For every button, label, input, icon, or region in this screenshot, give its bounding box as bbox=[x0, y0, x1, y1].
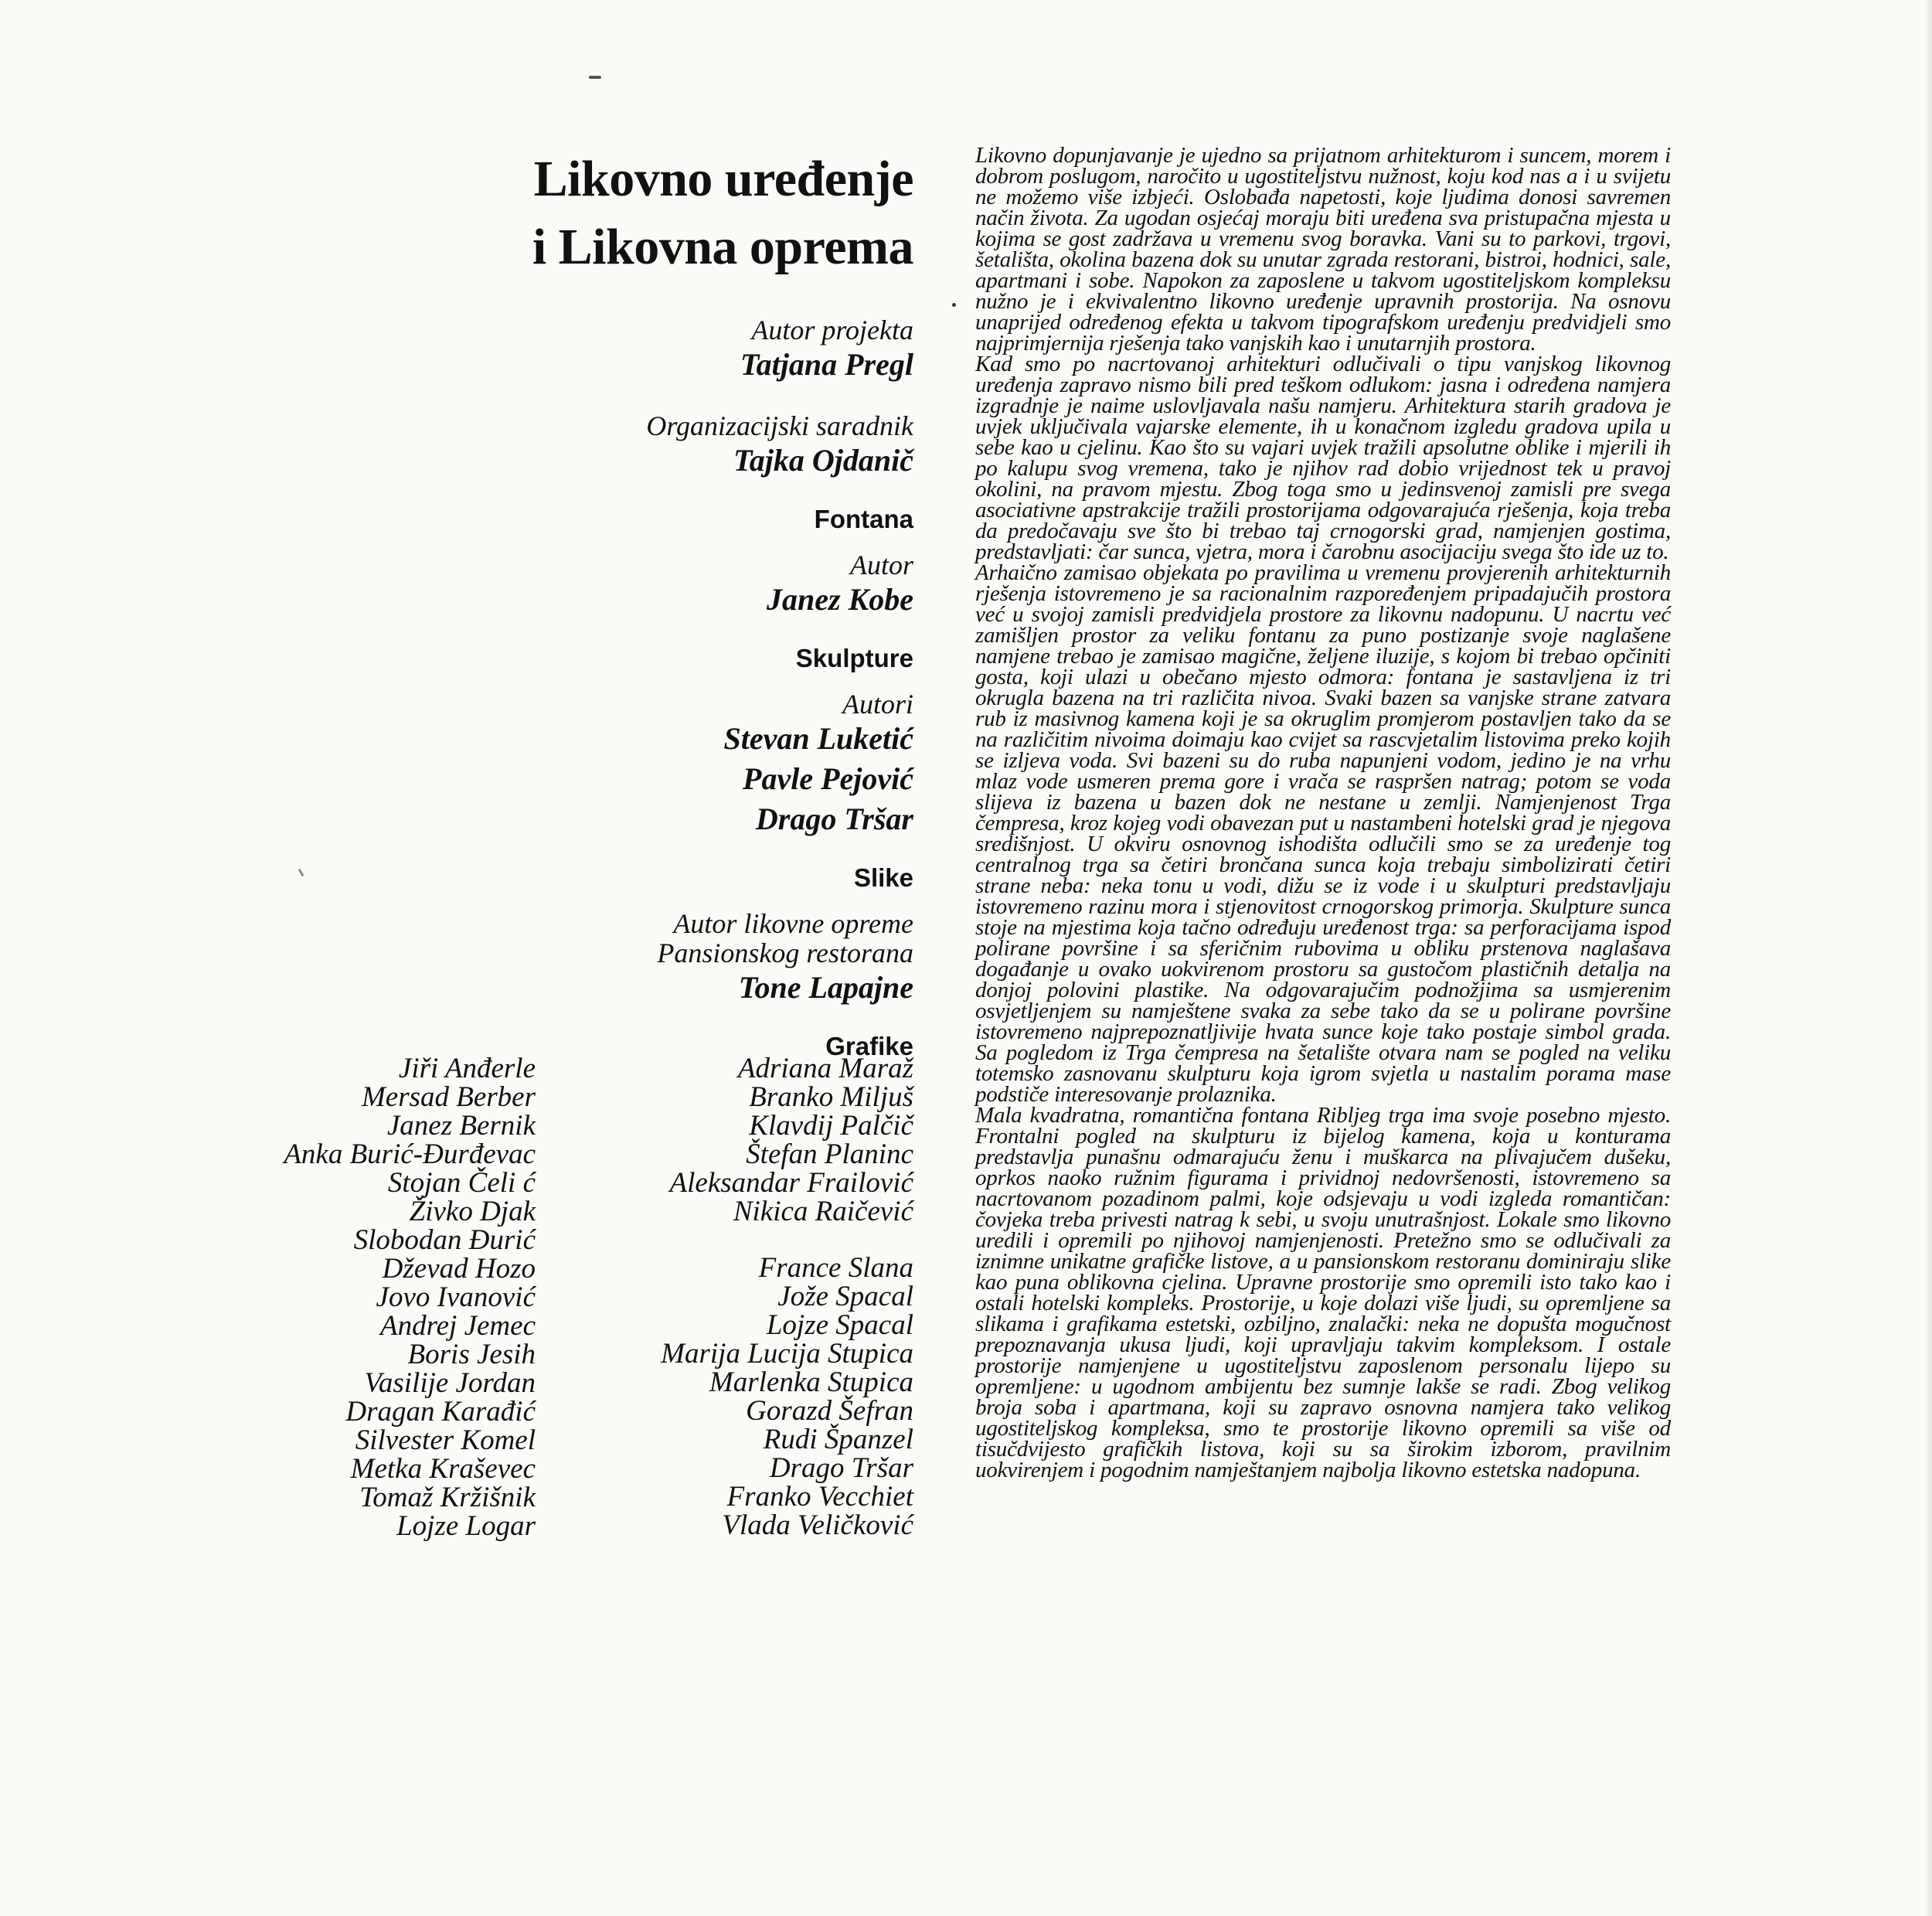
artist-name: Slobodan Đurić bbox=[353, 1224, 536, 1256]
artist-name: Klavdij Palčič bbox=[749, 1110, 913, 1142]
credit-name: Tatjana Pregl bbox=[740, 347, 913, 382]
credit-sculptures bbox=[450, 643, 913, 839]
credit-role: Autori bbox=[842, 689, 913, 720]
section-heading: Fontana bbox=[814, 505, 913, 533]
artist-name: Drago Tršar bbox=[769, 1452, 913, 1484]
artist-name: Lojze Spacal bbox=[766, 1309, 913, 1341]
artist-name: France Slana bbox=[758, 1252, 913, 1284]
print-mark bbox=[298, 869, 304, 876]
body-paragraph: Arhaično zamisao objekata po pravilima u vremenu provjerenih arhitekturnih rješenja istovremeno je sa racionalnim razpoređenjem pripadajučih prostora već u svojoj zamisli predvidjela prostore za likovnu nadopunu. U nacrtu već zamišljen prostor za veliku fontanu za puno postizanje svoje naglašene namjene trebao je zamisao magične, željene iluzije, s kojom bi trebao opčiniti gosta, koji ulazi u obečano mjesto odmora: fontana je sastavljena iz tri okrugla bazena na tri različita nivoa. Svaki bazen sa vanjske strane zatvara rub iz masivnog kamena koji je sa okruglim promjerom postavljen tako da se na različitim nivoima doimaju kao cvijet sa rascvjetalim listovima preko kojih se izljeva voda. Svi bazeni su do ruba napunjeni vodom, jedino je na vrhu mlaz vode usmeren prema gore i vrača se raspršen natrag; potom se voda slijeva iz bazena u bazen dok ne nestane u zemlji. Namjenjenost Trga čempresa, kroz kojeg vodi obavezan put u nastambeni hotelski grad je njegova središnjost. U okviru osnovnog ishodišta odlučili smo se za uređenje tog centralnog trga sa četiri brončana sunca koja trebaju simbolizirati četiri strane neba: neka tonu u vodi, dižu se iz vode i u skulpturi predstavljaju istovremeno razinu mora i stjenovitost crnogorskog primorja. Skulpture sunca stoje na mjestima koja tačno određuju uređenost trga: sa perforacijama ispod polirane površine i sa sferičnim rubovima u obliku prstenova naglašava događanje u ovako uokvirenom prostoru sa gustočom plastičnih detalja na donjoj polovini plastike. Na odgovarajučim podnožjima sa usmjerenim osvjetljenjem su namještene svaka za sebe tako da se u polirane površine istovremeno najprepoznatljivije hvata sunce koje tako postaje simbol grada. Sa pogledom iz Trga čempresa na šetalište otvara nam se pogled na veliku totemsko zasnovanu skulpturu koja igrom svjetla u nastalim porama mase podstiče interesovanje prolaznika. bbox=[975, 560, 1671, 1107]
body-paragraph: Mala kvadratna, romantična fontana Ribljeg trga ima svoje posebno mjesto. Frontalni pogled na skulpturu iz bijelog kamena, koja u konturama predstavlja punašnu odmarajuću ženu i muškarca na plivajučem dušeku, oprkos naoko ružnim figurama i prividnoj nedovršenosti, istovremeno sa nacrtovanom pozadinom palmi, koje odsjevaju u vodi izgleda romantičan: čovjeka treba privesti natrag k sebi, u svoju unutrašnjost. Lokale smo likovno uredili i opremili po njihovoj namjenjenosti. Pretežno smo se odlučivali za iznimne unikatne grafičke listove, a u pansionskom restoranu dominiraju slike kao puna oblikovna cjelina. Upravne prostorije smo opremili isto tako kao i ostali hotelski kompleks. Prostorije, u koje dolazi više ljudi, su opremljene sa slikama i grafikama estetski, ozbiljno, znalački: neka ne dopušta mogučnost prepoznavanja ukusa ljudi, koji upravljaju takvim kompleksom. I ostale prostorije namjenjene u ugostiteljstvu zaposlenom personalu lijepo su opremljene: u ugodnom ambijentu bez sumnje lakše se radi. Zbog velikog broja soba i apartmana, koji su zapravo osnovna namjera tako velikog ugostiteljskog kompleksa, smo te prostorije likovno opremili sa više od tisučdvijesto grafičkih listova, koji su sa širokim izborom, pravilnim uokvirenjem i pogodnim namještanjem najbolja likovno estetska nadopuna. bbox=[975, 1103, 1671, 1482]
page-edge-shadow bbox=[1924, 0, 1932, 1916]
artist-name: Rudi Španzel bbox=[763, 1424, 913, 1455]
credit-role: Autor projekta bbox=[751, 315, 913, 345]
artist-name: Andrej Jemec bbox=[380, 1310, 536, 1342]
credit-name: Tajka Ojdanič bbox=[733, 443, 913, 478]
credit-project-author bbox=[450, 315, 913, 385]
artist-name: Mersad Berber bbox=[361, 1081, 536, 1113]
credit-paintings bbox=[450, 863, 913, 1008]
credit-role: Autor bbox=[849, 550, 913, 580]
artist-name: Nikica Raičević bbox=[733, 1196, 913, 1227]
credit-name: Tone Lapajne bbox=[738, 970, 913, 1005]
artist-name: Branko Miljuš bbox=[749, 1081, 913, 1113]
page-title-line: i Likovna oprema bbox=[532, 219, 913, 275]
body-paragraph: Kad smo po nacrtovanoj arhitekturi odlučivali o tipu vanjskog likovnog uređenja zapravo nismo bili pred teškom odlukom: jasna i određena namjera izgradnje je naime uslovljavala našu namjeru. Arhitektura starih gradova je uvjek uključivala vajarske elemente, ih u konačnom izgledu gradova upila u sebe kao u cjelinu. Kao što su vajari uvjek tražili apsolutne oblike i mjerili ih po kalupu svog vremena, tako je njihov rad dobio vrijednost tek u pravoj okolini, na pravom mjestu. Zbog toga smo u jedinsvenoj zamisli pre svega asociativne apstrakcije tražili prostorijama odgovarajuća rješenja, koja treba da predočavaju sve što bi trebao taj crnogorski grad, namjenjen gostima, predstavljati: čar sunca, vjetra, mora i čarobnu asocijaciju svega što ide uz to. bbox=[975, 352, 1671, 564]
artist-name: Živko Djak bbox=[409, 1196, 536, 1227]
credit-name: Pavle Pejović bbox=[743, 761, 913, 796]
artist-list-middle-second bbox=[661, 1254, 913, 1540]
artist-name: Tomaž Kržišnik bbox=[359, 1482, 536, 1513]
print-mark bbox=[589, 76, 601, 79]
artist-name: Boris Jesih bbox=[407, 1339, 536, 1370]
artist-name: Jože Spacal bbox=[777, 1281, 913, 1312]
artist-name: Aleksandar Frailović bbox=[669, 1167, 913, 1199]
credit-organizer bbox=[450, 411, 913, 481]
page-title-line: Likovno uređenje bbox=[533, 151, 913, 207]
artist-name: Metka Kraševec bbox=[350, 1453, 536, 1485]
print-mark bbox=[952, 303, 956, 307]
credit-name: Drago Tršar bbox=[755, 801, 913, 836]
artist-list-left bbox=[284, 1054, 536, 1540]
credits-column bbox=[450, 315, 913, 1062]
credit-role: Pansionskog restorana bbox=[657, 938, 913, 968]
section-heading: Skulpture bbox=[795, 644, 913, 672]
artist-name: Jovo Ivanović bbox=[376, 1281, 536, 1313]
artist-list-middle bbox=[670, 1054, 913, 1226]
credit-name: Stevan Luketić bbox=[723, 721, 913, 756]
artist-name: Gorazd Šefran bbox=[746, 1395, 913, 1427]
page-title bbox=[532, 145, 913, 281]
credit-name: Janez Kobe bbox=[767, 582, 913, 617]
section-heading: Slike bbox=[853, 863, 913, 892]
artist-name: Silvester Komel bbox=[355, 1424, 536, 1456]
credit-role: Autor likovne opreme bbox=[673, 908, 913, 939]
artist-name: Vasilije Jordan bbox=[364, 1367, 536, 1399]
artist-name: Adriana Maraž bbox=[737, 1053, 913, 1084]
artist-name: Štefan Planinc bbox=[746, 1138, 913, 1170]
body-paragraph: Likovno dopunjavanje je ujedno sa prijatnom arhitekturom i suncem, morem i dobrom poslugom, naročito u ugostiteljstvu nužnost, koju kod nas a i u svijetu ne možemo više izbjeći. Oslobađa napetosti, koje ljudima donosi savremen način života. Za ugodan osjećaj moraju biti uređena sva pristupačna mjesta u kojima se gost zadržava u vremenu svog boravka. Vani su to parkovi, trgovi, šetališta, okolina bazena dok su unutar zgrada restorani, bistroi, hodnici, sale, apartmani i sobe. Napokon za zaposlene u takvom ugostiteljskom kompleksu nužno je i ekvivalentno likovno uređenje upravnih prostorija. Na osnovu unaprijed određenog efekta u takvom tipografskom uređenju predvidjeli smo najprimjernija rješenja tako vanjskih kao i unutarnjih prostora. bbox=[975, 143, 1671, 356]
artist-name: Vlada Veličković bbox=[722, 1509, 913, 1541]
artist-name: Anka Burić-Đurđevac bbox=[284, 1138, 536, 1170]
credit-role: Organizacijski saradnik bbox=[646, 410, 913, 441]
credit-fountain bbox=[450, 504, 913, 620]
artist-name: Dragan Karađić bbox=[345, 1396, 536, 1428]
section-heading: Grafike bbox=[825, 1032, 913, 1060]
artist-name: Dževad Hozo bbox=[382, 1253, 536, 1285]
artist-name: Marija Lucija Stupica bbox=[661, 1338, 913, 1370]
artist-name: Franko Vecchiet bbox=[726, 1481, 913, 1513]
body-text bbox=[975, 145, 1671, 1481]
artist-name: Stojan Čeli ć bbox=[387, 1167, 536, 1199]
artist-name: Jiři Anđerle bbox=[398, 1053, 536, 1084]
artist-name: Lojze Logar bbox=[396, 1510, 536, 1542]
artist-name: Janez Bernik bbox=[386, 1110, 536, 1142]
artist-name: Marlenka Stupica bbox=[709, 1366, 913, 1398]
